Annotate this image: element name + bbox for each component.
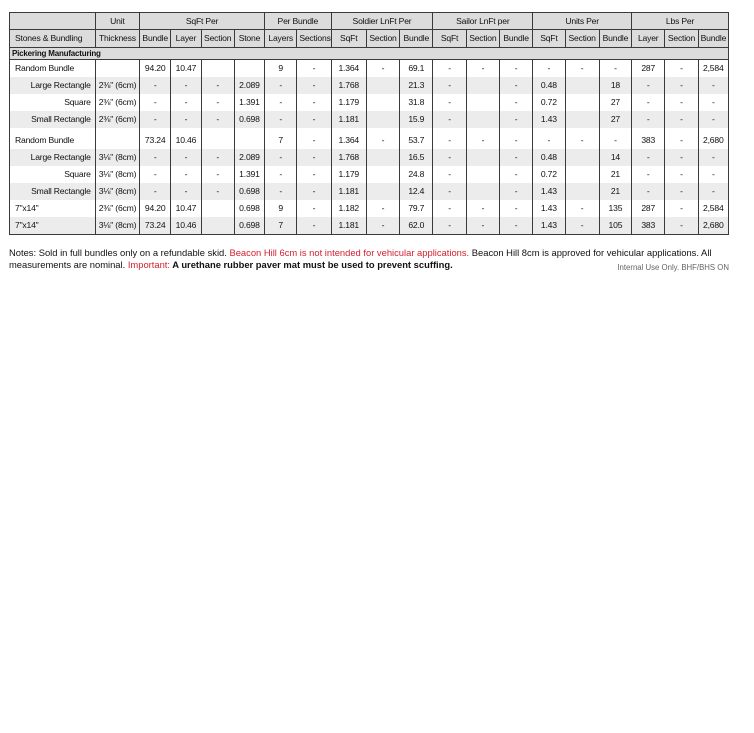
column-header: SqFt bbox=[331, 30, 366, 48]
table-cell: - bbox=[265, 94, 297, 111]
header-sqft-per: SqFt Per bbox=[140, 13, 265, 30]
table-cell: - bbox=[297, 200, 331, 217]
table-cell: - bbox=[433, 60, 466, 78]
table-cell: 0.48 bbox=[533, 149, 565, 166]
table-cell: 73.24 bbox=[140, 132, 171, 149]
table-cell: 0.72 bbox=[533, 94, 565, 111]
table-cell: 10.46 bbox=[171, 132, 201, 149]
table-cell: 79.7 bbox=[400, 200, 433, 217]
table-cell: 94.20 bbox=[140, 200, 171, 217]
table-cell: 1.43 bbox=[533, 200, 565, 217]
table-cell: - bbox=[466, 217, 499, 235]
table-cell: 2,584 bbox=[698, 60, 728, 78]
table-cell: - bbox=[297, 111, 331, 128]
header-per-bundle: Per Bundle bbox=[265, 13, 332, 30]
table-row bbox=[10, 60, 729, 78]
table-cell: - bbox=[297, 132, 331, 149]
table-cell: 287 bbox=[632, 200, 665, 217]
table-cell: - bbox=[297, 183, 331, 200]
table-cell bbox=[234, 132, 264, 149]
table-cell: - bbox=[698, 111, 728, 128]
table-cell: 1.182 bbox=[331, 200, 366, 217]
section-label: Pickering Manufacturing bbox=[10, 48, 729, 60]
column-header: Bundle bbox=[400, 30, 433, 48]
table-cell: - bbox=[297, 94, 331, 111]
table-cell: 1.43 bbox=[533, 111, 565, 128]
table-cell: - bbox=[499, 132, 532, 149]
table-cell bbox=[366, 94, 399, 111]
table-cell: 2,584 bbox=[698, 200, 728, 217]
table-cell: - bbox=[499, 183, 532, 200]
table-cell: 10.47 bbox=[171, 200, 201, 217]
table-cell: 1.768 bbox=[331, 149, 366, 166]
table-cell: - bbox=[599, 132, 631, 149]
notes-important-text: A urethane rubber paver mat must be used to prevent scuffing. bbox=[170, 259, 453, 270]
table-cell bbox=[201, 200, 234, 217]
table-body bbox=[10, 60, 729, 235]
table-cell: - bbox=[171, 94, 201, 111]
table-cell: 2,680 bbox=[698, 217, 728, 235]
table-cell: - bbox=[265, 166, 297, 183]
table-cell: 21 bbox=[599, 183, 631, 200]
table-cell: - bbox=[433, 94, 466, 111]
thickness-cell bbox=[95, 132, 139, 149]
table-cell: - bbox=[698, 77, 728, 94]
table-cell: - bbox=[466, 60, 499, 78]
table-cell: 0.698 bbox=[234, 200, 264, 217]
table-cell: 1.181 bbox=[331, 217, 366, 235]
table-cell: - bbox=[466, 200, 499, 217]
notes-text-2: Beacon Hill 8cm is approved for vehicular applications. All measurements are nominal. bbox=[9, 247, 712, 270]
table-cell: - bbox=[201, 183, 234, 200]
table-cell: - bbox=[499, 200, 532, 217]
table-cell: - bbox=[665, 132, 698, 149]
notes-important-label: Important: bbox=[127, 259, 171, 270]
table-cell: 1.43 bbox=[533, 217, 565, 235]
row-name: 7"x14" bbox=[10, 200, 96, 217]
table-cell bbox=[234, 60, 264, 78]
table-cell: 0.698 bbox=[234, 111, 264, 128]
table-cell: - bbox=[665, 77, 698, 94]
table-cell bbox=[466, 111, 499, 128]
column-header: Layer bbox=[632, 30, 665, 48]
header-blank bbox=[10, 13, 96, 30]
table-cell: - bbox=[297, 217, 331, 235]
table-cell: - bbox=[265, 183, 297, 200]
table-cell: 31.8 bbox=[400, 94, 433, 111]
row-name: Random Bundle bbox=[10, 60, 96, 78]
column-header: Sections bbox=[297, 30, 331, 48]
table-cell: 94.20 bbox=[140, 60, 171, 78]
row-name: Small Rectangle bbox=[10, 183, 96, 200]
table-cell: - bbox=[499, 166, 532, 183]
table-cell: 1.391 bbox=[234, 94, 264, 111]
thickness-cell bbox=[95, 60, 139, 78]
table-cell: 1.179 bbox=[331, 94, 366, 111]
header-row-groups bbox=[10, 13, 729, 30]
table-cell bbox=[201, 60, 234, 78]
column-header: Section bbox=[366, 30, 399, 48]
table-cell bbox=[565, 111, 599, 128]
table-row bbox=[10, 149, 729, 166]
table-cell: - bbox=[140, 94, 171, 111]
table-cell: 0.698 bbox=[234, 217, 264, 235]
thickness-cell: 2⅜" (6cm) bbox=[95, 111, 139, 128]
table-cell: - bbox=[698, 166, 728, 183]
table-cell: 7 bbox=[265, 132, 297, 149]
column-header: Stones & Bundling bbox=[10, 30, 96, 48]
table-cell: 53.7 bbox=[400, 132, 433, 149]
table-cell: - bbox=[201, 94, 234, 111]
header-lbs-per: Lbs Per bbox=[632, 13, 729, 30]
row-name: Random Bundle bbox=[10, 132, 96, 149]
column-header: Section bbox=[565, 30, 599, 48]
table-cell bbox=[201, 217, 234, 235]
table-cell: - bbox=[499, 77, 532, 94]
column-header: Section bbox=[466, 30, 499, 48]
table-cell bbox=[201, 132, 234, 149]
table-cell: - bbox=[433, 77, 466, 94]
table-cell: - bbox=[366, 200, 399, 217]
table-cell: 18 bbox=[599, 77, 631, 94]
table-cell: - bbox=[433, 111, 466, 128]
table-cell: - bbox=[533, 60, 565, 78]
table-cell: 21 bbox=[599, 166, 631, 183]
table-cell: - bbox=[201, 166, 234, 183]
table-cell: - bbox=[665, 94, 698, 111]
table-cell: - bbox=[632, 166, 665, 183]
table-cell: - bbox=[201, 77, 234, 94]
table-cell: - bbox=[632, 149, 665, 166]
table-cell: - bbox=[665, 166, 698, 183]
table-cell: 9 bbox=[265, 60, 297, 78]
table-cell: - bbox=[698, 183, 728, 200]
header-soldier: Soldier LnFt Per bbox=[331, 13, 433, 30]
thickness-cell: 3⅛" (8cm) bbox=[95, 149, 139, 166]
table-cell: - bbox=[499, 217, 532, 235]
table-cell: - bbox=[140, 77, 171, 94]
table-cell: - bbox=[565, 217, 599, 235]
row-name: Large Rectangle bbox=[10, 149, 96, 166]
table-cell: - bbox=[433, 132, 466, 149]
table-cell bbox=[366, 183, 399, 200]
section-row bbox=[10, 48, 729, 60]
table-cell: 27 bbox=[599, 94, 631, 111]
column-header: Bundle bbox=[499, 30, 532, 48]
table-cell: 69.1 bbox=[400, 60, 433, 78]
table-row bbox=[10, 77, 729, 94]
header-unit: Unit bbox=[95, 13, 139, 30]
thickness-cell: 2⅜" (6cm) bbox=[95, 200, 139, 217]
table-cell: 73.24 bbox=[140, 217, 171, 235]
thickness-cell: 2⅜" (6cm) bbox=[95, 94, 139, 111]
table-cell: - bbox=[366, 217, 399, 235]
table-cell: - bbox=[698, 149, 728, 166]
table-cell: - bbox=[433, 149, 466, 166]
table-cell: - bbox=[466, 132, 499, 149]
table-cell: 1.391 bbox=[234, 166, 264, 183]
table-cell: - bbox=[366, 60, 399, 78]
table-cell bbox=[466, 94, 499, 111]
row-name: 7"x14" bbox=[10, 217, 96, 235]
table-cell: 105 bbox=[599, 217, 631, 235]
table-cell: - bbox=[171, 149, 201, 166]
table-cell bbox=[565, 166, 599, 183]
table-row bbox=[10, 132, 729, 149]
table-row bbox=[10, 217, 729, 235]
table-cell: - bbox=[171, 183, 201, 200]
table-cell: 383 bbox=[632, 217, 665, 235]
table-cell: 2,680 bbox=[698, 132, 728, 149]
row-name: Square bbox=[10, 94, 96, 111]
table-cell: 1.364 bbox=[331, 132, 366, 149]
table-cell: - bbox=[632, 94, 665, 111]
table-cell: - bbox=[265, 111, 297, 128]
table-cell: 62.0 bbox=[400, 217, 433, 235]
thickness-cell: 3⅛" (8cm) bbox=[95, 166, 139, 183]
table-cell: 0.72 bbox=[533, 166, 565, 183]
table-cell: - bbox=[297, 166, 331, 183]
table-cell: 383 bbox=[632, 132, 665, 149]
table-row bbox=[10, 94, 729, 111]
table-cell bbox=[565, 77, 599, 94]
table-cell: - bbox=[297, 149, 331, 166]
table-cell: - bbox=[533, 132, 565, 149]
header-units-per: Units Per bbox=[533, 13, 632, 30]
table-cell: - bbox=[140, 111, 171, 128]
table-cell: 0.48 bbox=[533, 77, 565, 94]
table-cell: 2.089 bbox=[234, 149, 264, 166]
column-header: Thickness bbox=[95, 30, 139, 48]
spec-table-container bbox=[9, 12, 729, 235]
table-cell: 9 bbox=[265, 200, 297, 217]
table-cell: - bbox=[665, 217, 698, 235]
table-cell: 2.089 bbox=[234, 77, 264, 94]
notes-warning-6cm: Beacon Hill 6cm is not intended for vehicular applications. bbox=[229, 247, 470, 258]
column-header: Bundle bbox=[698, 30, 728, 48]
column-header: Layer bbox=[171, 30, 201, 48]
table-cell: - bbox=[499, 111, 532, 128]
row-name: Small Rectangle bbox=[10, 111, 96, 128]
table-cell: - bbox=[171, 111, 201, 128]
row-name: Large Rectangle bbox=[10, 77, 96, 94]
table-cell: - bbox=[265, 149, 297, 166]
table-row bbox=[10, 183, 729, 200]
table-cell: 1.364 bbox=[331, 60, 366, 78]
thickness-cell: 2⅜" (6cm) bbox=[95, 77, 139, 94]
table-cell: - bbox=[366, 132, 399, 149]
spec-table bbox=[9, 12, 729, 235]
table-cell: 287 bbox=[632, 60, 665, 78]
table-cell: - bbox=[698, 94, 728, 111]
table-cell: - bbox=[433, 200, 466, 217]
table-cell: - bbox=[171, 166, 201, 183]
table-cell bbox=[466, 149, 499, 166]
column-header: Bundle bbox=[599, 30, 631, 48]
column-header: Stone bbox=[234, 30, 264, 48]
table-cell bbox=[366, 111, 399, 128]
table-cell bbox=[565, 183, 599, 200]
table-row bbox=[10, 166, 729, 183]
table-cell bbox=[466, 77, 499, 94]
table-cell: - bbox=[599, 60, 631, 78]
table-cell bbox=[466, 183, 499, 200]
table-cell: - bbox=[433, 166, 466, 183]
table-cell: - bbox=[265, 77, 297, 94]
table-cell bbox=[565, 149, 599, 166]
table-cell: - bbox=[665, 60, 698, 78]
table-cell: - bbox=[632, 183, 665, 200]
table-cell bbox=[366, 77, 399, 94]
table-cell: - bbox=[665, 149, 698, 166]
table-cell: 1.181 bbox=[331, 111, 366, 128]
header-sailor: Sailor LnFt per bbox=[433, 13, 533, 30]
table-cell bbox=[466, 166, 499, 183]
table-cell: 21.3 bbox=[400, 77, 433, 94]
table-cell: - bbox=[201, 111, 234, 128]
column-header: Section bbox=[201, 30, 234, 48]
table-cell: - bbox=[499, 60, 532, 78]
column-header: Bundle bbox=[140, 30, 171, 48]
table-cell: - bbox=[632, 111, 665, 128]
table-cell: 24.8 bbox=[400, 166, 433, 183]
table-cell: - bbox=[433, 217, 466, 235]
table-cell bbox=[366, 166, 399, 183]
table-cell: - bbox=[665, 200, 698, 217]
table-row bbox=[10, 200, 729, 217]
table-cell: 16.5 bbox=[400, 149, 433, 166]
internal-use-label: Internal Use Only. BHF/BHS ON bbox=[617, 263, 729, 272]
table-cell: - bbox=[171, 77, 201, 94]
table-cell: - bbox=[665, 183, 698, 200]
table-cell: - bbox=[565, 200, 599, 217]
table-cell: - bbox=[565, 60, 599, 78]
table-cell: - bbox=[140, 149, 171, 166]
table-cell: - bbox=[433, 183, 466, 200]
table-cell: 135 bbox=[599, 200, 631, 217]
table-cell: - bbox=[297, 60, 331, 78]
table-cell: - bbox=[140, 166, 171, 183]
table-cell: - bbox=[632, 77, 665, 94]
column-header: SqFt bbox=[433, 30, 466, 48]
table-cell: 12.4 bbox=[400, 183, 433, 200]
table-cell: 14 bbox=[599, 149, 631, 166]
table-cell: 1.768 bbox=[331, 77, 366, 94]
thickness-cell: 3⅛" (8cm) bbox=[95, 217, 139, 235]
table-row bbox=[10, 111, 729, 128]
table-cell: - bbox=[665, 111, 698, 128]
table-cell: - bbox=[499, 94, 532, 111]
table-cell: 10.47 bbox=[171, 60, 201, 78]
table-cell: 1.43 bbox=[533, 183, 565, 200]
table-cell bbox=[366, 149, 399, 166]
table-cell: 27 bbox=[599, 111, 631, 128]
table-cell: 15.9 bbox=[400, 111, 433, 128]
table-cell: 7 bbox=[265, 217, 297, 235]
column-header: Layers bbox=[265, 30, 297, 48]
table-cell: 10.46 bbox=[171, 217, 201, 235]
table-cell: 1.181 bbox=[331, 183, 366, 200]
table-cell: - bbox=[297, 77, 331, 94]
table-cell: - bbox=[499, 149, 532, 166]
row-name: Square bbox=[10, 166, 96, 183]
table-cell: 0.698 bbox=[234, 183, 264, 200]
column-header: Section bbox=[665, 30, 698, 48]
thickness-cell: 3⅛" (8cm) bbox=[95, 183, 139, 200]
column-header: SqFt bbox=[533, 30, 565, 48]
table-cell: 1.179 bbox=[331, 166, 366, 183]
notes-text: Notes: Sold in full bundles only on a refundable skid. bbox=[9, 247, 230, 258]
header-row-columns bbox=[10, 30, 729, 48]
table-cell bbox=[565, 94, 599, 111]
table-cell: - bbox=[565, 132, 599, 149]
table-cell: - bbox=[140, 183, 171, 200]
table-cell: - bbox=[201, 149, 234, 166]
